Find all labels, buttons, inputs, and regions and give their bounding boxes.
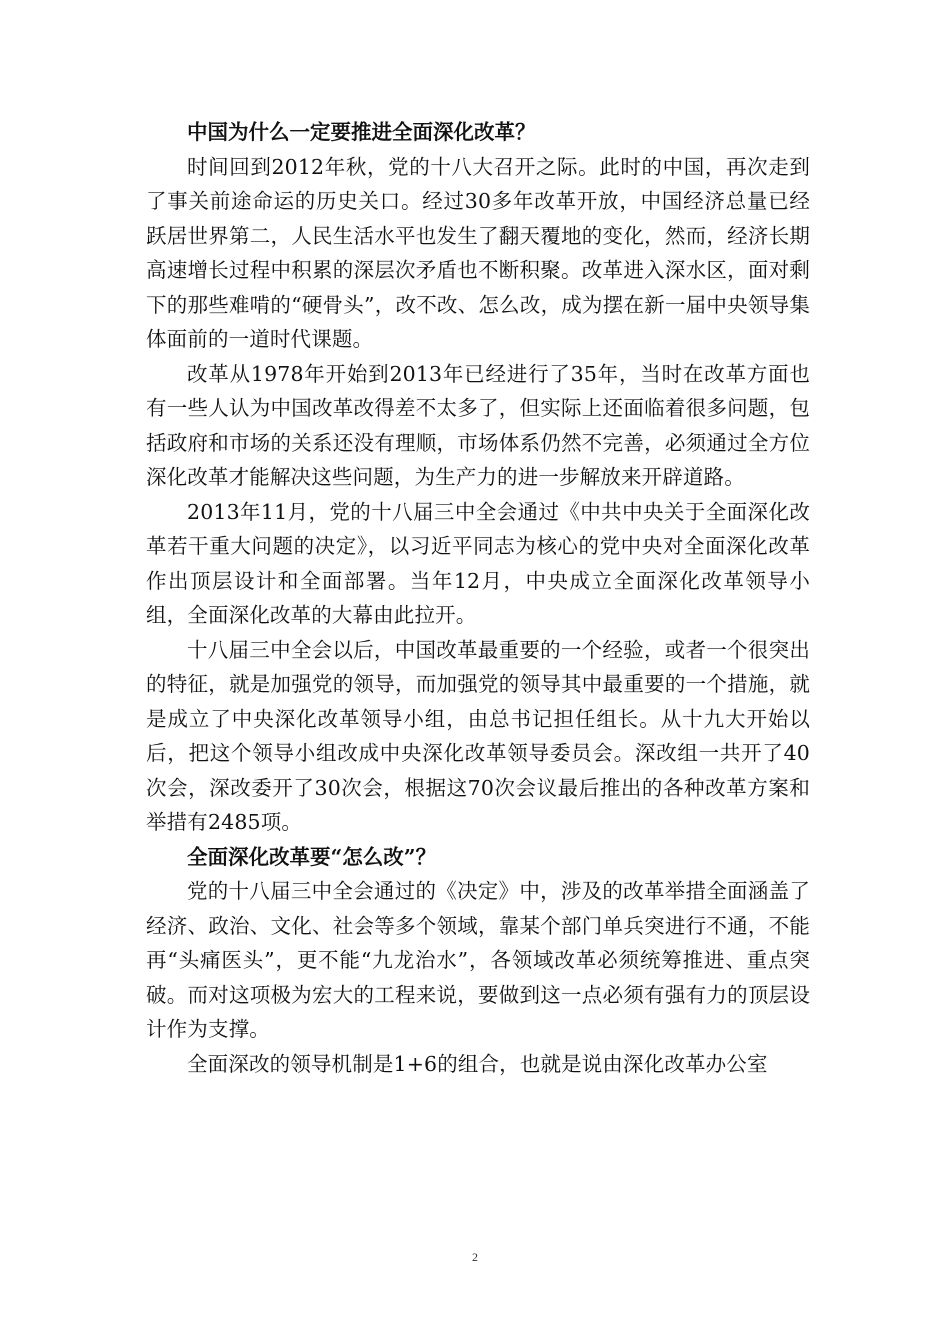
page-number: 2 [472,1250,478,1264]
document-body [146,115,810,1081]
paragraph: 全面深改的领导机制是1+6的组合，也就是说由深化改革办公室 [187,1051,768,1076]
paragraph: 党的十八届三中全会通过的《决定》中，涉及的改革举措全面涵盖了经济、政治、文化、社会等多个领域，靠某个部门单兵突进行不通，不能再“头痛医头”，更不能“九龙治水”，各领域改革必须统筹推进、重点突破。而对这项极为宏大的工程来说，要做到这一点必须有强有力的顶层设计作为支撑。 [146,879,810,1041]
paragraph: 2013年11月，党的十八届三中全会通过《中共中央关于全面深化改革若干重大问题的决定》，以习近平同志为核心的党中央对全面深化改革作出顶层设计和全面部署。当年12月，中央成立全面深化改革领导小组，全面深化改革的大幕由此拉开。 [146,499,810,627]
paragraph: 十八届三中全会以后，中国改革最重要的一个经验，或者一个很突出的特征，就是加强党的领导，而加强党的领导其中最重要的一个措施，就是成立了中央深化改革领导小组，由总书记担任组长。从十九大开始以后，把这个领导小组改成中央深化改革领导委员会。深改组一共开了40次会，深改委开了30次会，根据这70次会议最后推出的各种改革方案和举措有2485项。 [146,637,810,834]
paragraph: 改革从1978年开始到2013年已经进行了35年，当时在改革方面也有一些人认为中国改革改得差不太多了，但实际上还面临着很多问题，包括政府和市场的关系还没有理顺，市场体系仍然不完善，必须通过全方位深化改革才能解决这些问题，为生产力的进一步解放来开辟道路。 [146,361,810,489]
section-heading-how-reform: 全面深化改革要“怎么改”？ [187,844,437,869]
paragraph: 时间回到2012年秋，党的十八大召开之际。此时的中国，再次走到了事关前途命运的历史关口。经过30多年改革开放，中国经济总量已经跃居世界第二，人民生活水平也发生了翻天覆地的变化，然而，经济长期高速增长过程中积累的深层次矛盾也不断积聚。改革进入深水区，面对剩下的那些难啃的“硬骨头”，改不改、怎么改，成为摆在新一届中央领导集体面前的一道时代课题。 [146,154,810,351]
section-heading-why-reform: 中国为什么一定要推进全面深化改革？ [187,120,536,144]
